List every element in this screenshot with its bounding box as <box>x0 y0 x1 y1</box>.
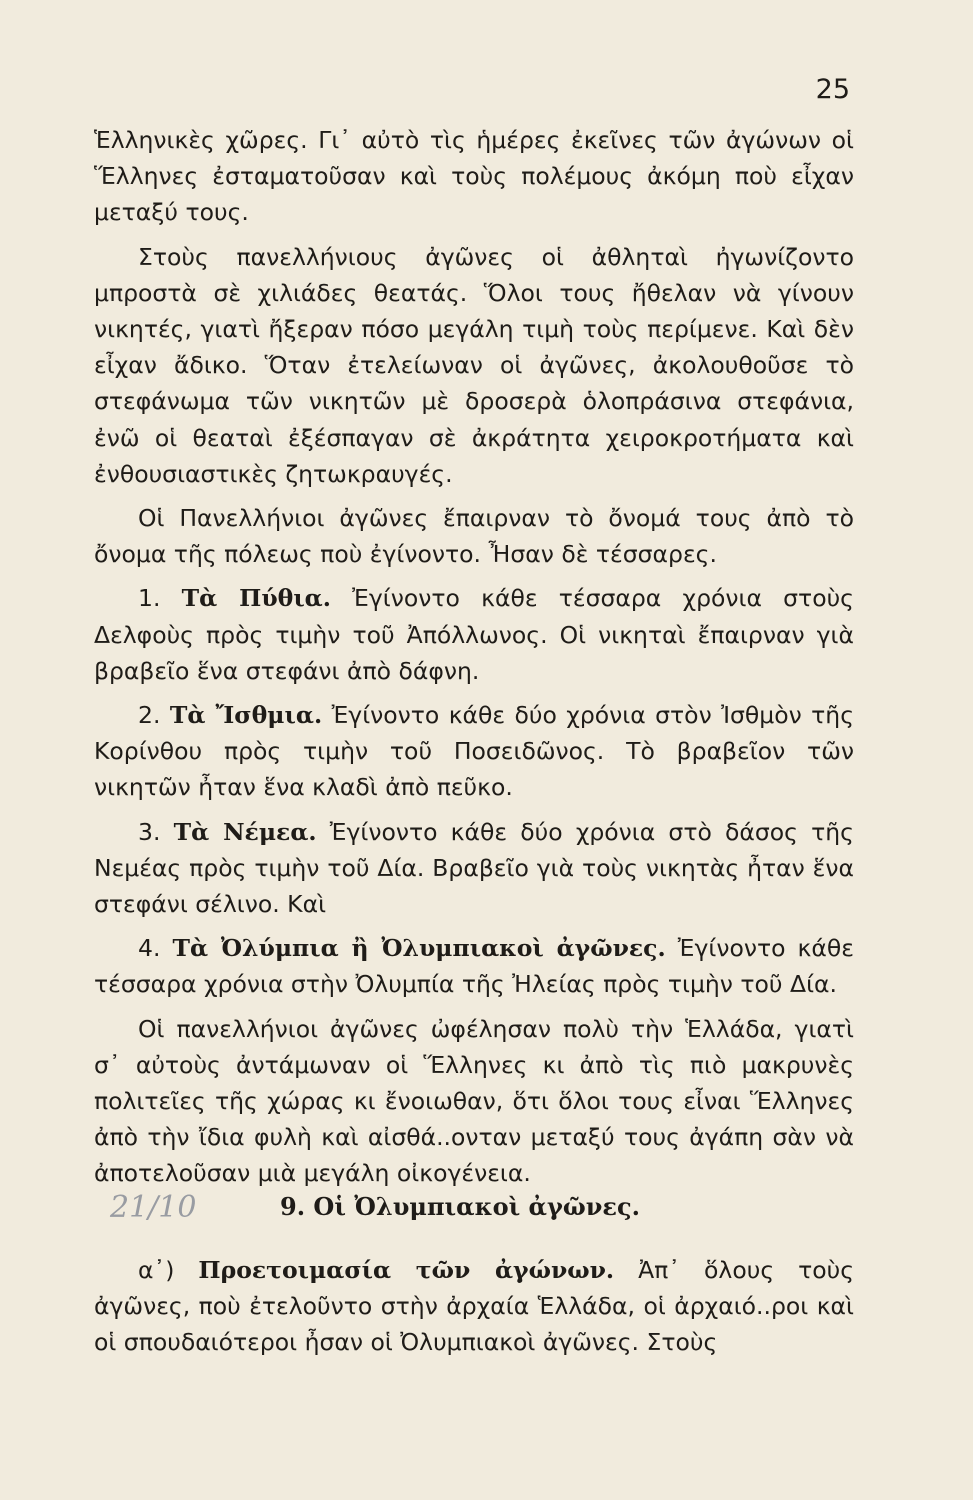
subsection <box>94 1252 854 1369</box>
subsection-paragraph <box>94 1252 854 1361</box>
handwritten-note: 21/10 <box>110 1190 197 1225</box>
closing-paragraph: Οἱ πανελλήνιοι ἀγῶνες ὠφέλησαν πολὺ τὴν Ἑλλάδα, γιατὶ σ᾽ αὐτοὺς ἀντάμωναν οἱ Ἕλληνες κι ἀπὸ τὶς πιὸ μακρυνὲς πολιτεῖες τῆς χώρας κι ἔνοιωθαν, ὅτι ὅλοι τους εἶναι Ἕλληνες ἀπὸ τὴν ἴδια φυλὴ καὶ αἰσθά..ονταν μεταξύ τους ἀγάπη σὰν νὰ ἀποτελοῦσαν μιὰ μεγάλη οἰκογένεια. <box>94 1014 854 1188</box>
game-item <box>94 814 854 923</box>
paragraph: Ἑλληνικὲς χῶρες. Γι᾽ αὐτὸ τὶς ἡμέρες ἐκεῖνες τῶν ἀγώνων οἱ Ἕλληνες ἐσταματοῦσαν καὶ τοὺς πολέμους ἀκόμη ποὺ εἶχαν μεταξύ τους. <box>94 126 854 227</box>
game-number: 2. <box>138 701 161 730</box>
subsection-label: α᾽) <box>138 1256 175 1284</box>
game-name: Τὰ Νέμεα. <box>173 817 317 846</box>
game-number: 4. <box>138 934 161 963</box>
game-number: 1. <box>138 584 161 613</box>
paragraph: Στοὺς πανελλήνιους ἀγῶνες οἱ ἀθληταὶ ἠγωνίζοντο μπροστὰ σὲ χιλιάδες θεατάς. Ὅλοι τους ἤθελαν νὰ γίνουν νικητές, γιατὶ ἤξεραν πόσο μεγάλη τιμὴ τοὺς περίμενε. Καὶ δὲν εἶχαν ἄδικο. Ὅταν ἐτελείωναν οἱ ἀγῶνες, ἀκολουθοῦσε τὸ στεφάνωμα τῶν νικητῶν μὲ δροσερὰ ὁλοπράσινα στεφάνια, ἐνῶ οἱ θεαταὶ ἐξέσπαγαν σὲ ἀκράτητα χειροκροτήματα καὶ ἐνθουσιαστικὲς ζητωκραυγές. <box>94 242 854 488</box>
game-item <box>94 580 854 689</box>
game-number: 3. <box>138 817 161 846</box>
subsection-text: Ἀπ᾽ ὅλους τοὺς ἀγῶνες, ποὺ ἐτελοῦντο στὴν ἀρχαία Ἑλλάδα, οἱ ἀρχαιό..ροι καὶ οἱ σπουδαιότεροι ἦσαν οἱ Ὀλυμπιακοὶ ἀγῶνες. Στοὺς <box>94 1256 854 1357</box>
game-name: Τὰ Ὀλύμπια ἢ Ὀλυμπιακοὶ ἀγῶνες. <box>172 934 666 963</box>
game-item <box>94 930 854 1002</box>
section-heading: 9. Οἱ Ὀλυμπιακοὶ ἀγῶνες. <box>280 1192 640 1221</box>
page-number: 25 <box>815 74 850 105</box>
game-text: Ἐγίνοντο κάθε δύο χρόνια στὸν Ἰσθμὸν τῆς Κορίνθου πρὸς τιμὴν τοῦ Ποσειδῶνος. Τὸ βραβεῖον τῶν νικητῶν ἦταν ἕνα κλαδὶ ἀπὸ πεῦκο. <box>94 701 854 802</box>
paragraph: Οἱ Πανελλήνιοι ἀγῶνες ἔπαιρναν τὸ ὄνομά τους ἀπὸ τὸ ὄνομα τῆς πόλεως ποὺ ἐγίνοντο. Ἦσαν δὲ τέσσαρες. <box>94 504 854 569</box>
game-item <box>94 697 854 806</box>
game-text: Ἐγίνοντο κάθε δύο χρόνια στὸ δάσος τῆς Νεμέας πρὸς τιμὴν τοῦ Δία. Βραβεῖο γιὰ τοὺς νικητὰς ἦταν ἕνα στεφάνι σέλινο. Καὶ <box>94 817 854 919</box>
game-text: Ἐγίνοντο κάθε τέσσαρα χρόνια στὴν Ὀλυμπία τῆς Ἠλείας πρὸς τιμὴν τοῦ Δία. <box>94 934 854 999</box>
game-text: Ἐγίνοντο κάθε τέσσαρα χρόνια στοὺς Δελφοὺς πρὸς τιμὴν τοῦ Ἀπόλλωνος. Οἱ νικηταὶ ἔπαιρναν γιὰ βραβεῖο ἕνα στεφάνι ἀπὸ δάφνη. <box>94 584 854 685</box>
game-name: Τὰ Πύθια. <box>181 584 331 613</box>
subsection-title: Προετοιμασία τῶν ἀγώνων. <box>198 1256 615 1284</box>
game-name: Τὰ Ἴσθμια. <box>169 701 323 730</box>
main-text <box>94 122 854 1200</box>
